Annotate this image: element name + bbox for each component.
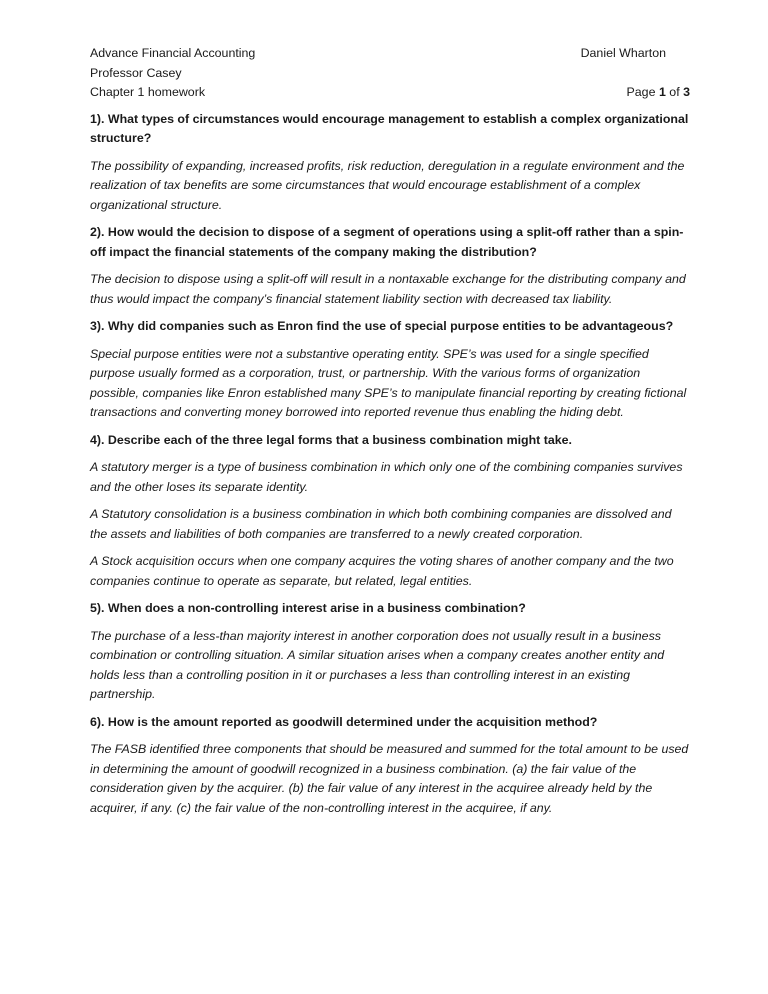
question-5: 5). When does a non-controlling interest arise in a business combination? <box>90 601 526 615</box>
answer-6: The FASB identified three components that should be measured and summed for the total amount to be used in determining the amount of goodwill recognized in a business combination. (a) the fair value of the consideration given by the acquirer. (b) the fair value of any interest in the acquiree already held by the acquirer, if any. (c) the fair value of the non-controlling interest in the acquiree, if any. <box>90 742 689 815</box>
page-current: 1 <box>658 85 666 99</box>
question-block-1 <box>90 110 690 216</box>
header-row-1 <box>90 44 690 64</box>
question-block-3 <box>90 317 690 423</box>
page-of: of <box>669 85 680 99</box>
answer-3: Special purpose entities were not a substantive operating entity. SPE’s was used for a single specified purpose usually formed as a corporation, trust, or partnership. With the various forms of organization possible, companies like Enron established many SPE’s to manipulate financial reporting by creating fictional transactions and converting money borrowed into reported revenue thus enabling the hiding debt. <box>90 346 687 419</box>
answer-5: The purchase of a less-than majority interest in another corporation does not usually result in a business combination or controlling situation. A similar situation arises when a company creates another entity and holds less than a controlling position in it or purchases a less than controlling interest in an existing partnership. <box>90 628 665 701</box>
question-block-6 <box>90 713 690 819</box>
page-label: Page <box>626 85 656 99</box>
answer-2: The decision to dispose using a split-off will result in a nontaxable exchange for the distributing company and thus would impact the company’s financial statement liability section with decreased tax liability. <box>90 272 686 306</box>
document-page <box>90 44 690 826</box>
professor-name: Professor Casey <box>90 65 182 80</box>
question-2: 2). How would the decision to dispose of a segment of operations using a split-off rather than a spin-off impact the financial statements of the company making the distribution? <box>90 225 684 259</box>
question-block-4 <box>90 431 690 592</box>
answer-4-statutory-merger: A statutory merger is a type of business combination in which only one of the combining companies survives and the other loses its separate identity. <box>90 460 683 494</box>
assignment-title: Chapter 1 homework <box>90 85 206 99</box>
header-row-2 <box>90 64 690 84</box>
question-6: 6). How is the amount reported as goodwill determined under the acquisition method? <box>90 714 598 729</box>
page-number <box>627 83 690 103</box>
answer-1: The possibility of expanding, increased profits, risk reduction, deregulation in a regulate environment and the realization of tax benefits are some circumstances that would encourage establishment of a complex organizational structure. <box>90 158 685 212</box>
answer-4-statutory-consolidation: A Statutory consolidation is a business combination in which both combining companies are dissolved and the assets and liabilities of both companies are transferred to a newly created corporation. <box>90 507 672 541</box>
page-total: 3 <box>683 85 690 99</box>
question-block-5 <box>90 599 690 705</box>
question-3: 3). Why did companies such as Enron find the use of special purpose entities to be advantageous? <box>90 319 674 333</box>
question-4: 4). Describe each of the three legal forms that a business combination might take. <box>90 432 572 447</box>
answer-4-stock-acquisition: A Stock acquisition occurs when one company acquires the voting shares of another company and the two companies continue to operate as separate, but related, legal entities. <box>90 554 674 588</box>
document-header <box>90 44 690 103</box>
course-title: Advance Financial Accounting <box>90 46 256 60</box>
header-row-3 <box>90 83 690 103</box>
author-name: Daniel Wharton <box>580 46 666 60</box>
question-block-2 <box>90 223 690 309</box>
question-1: 1). What types of circumstances would encourage management to establish a complex organizational structure? <box>90 111 689 145</box>
